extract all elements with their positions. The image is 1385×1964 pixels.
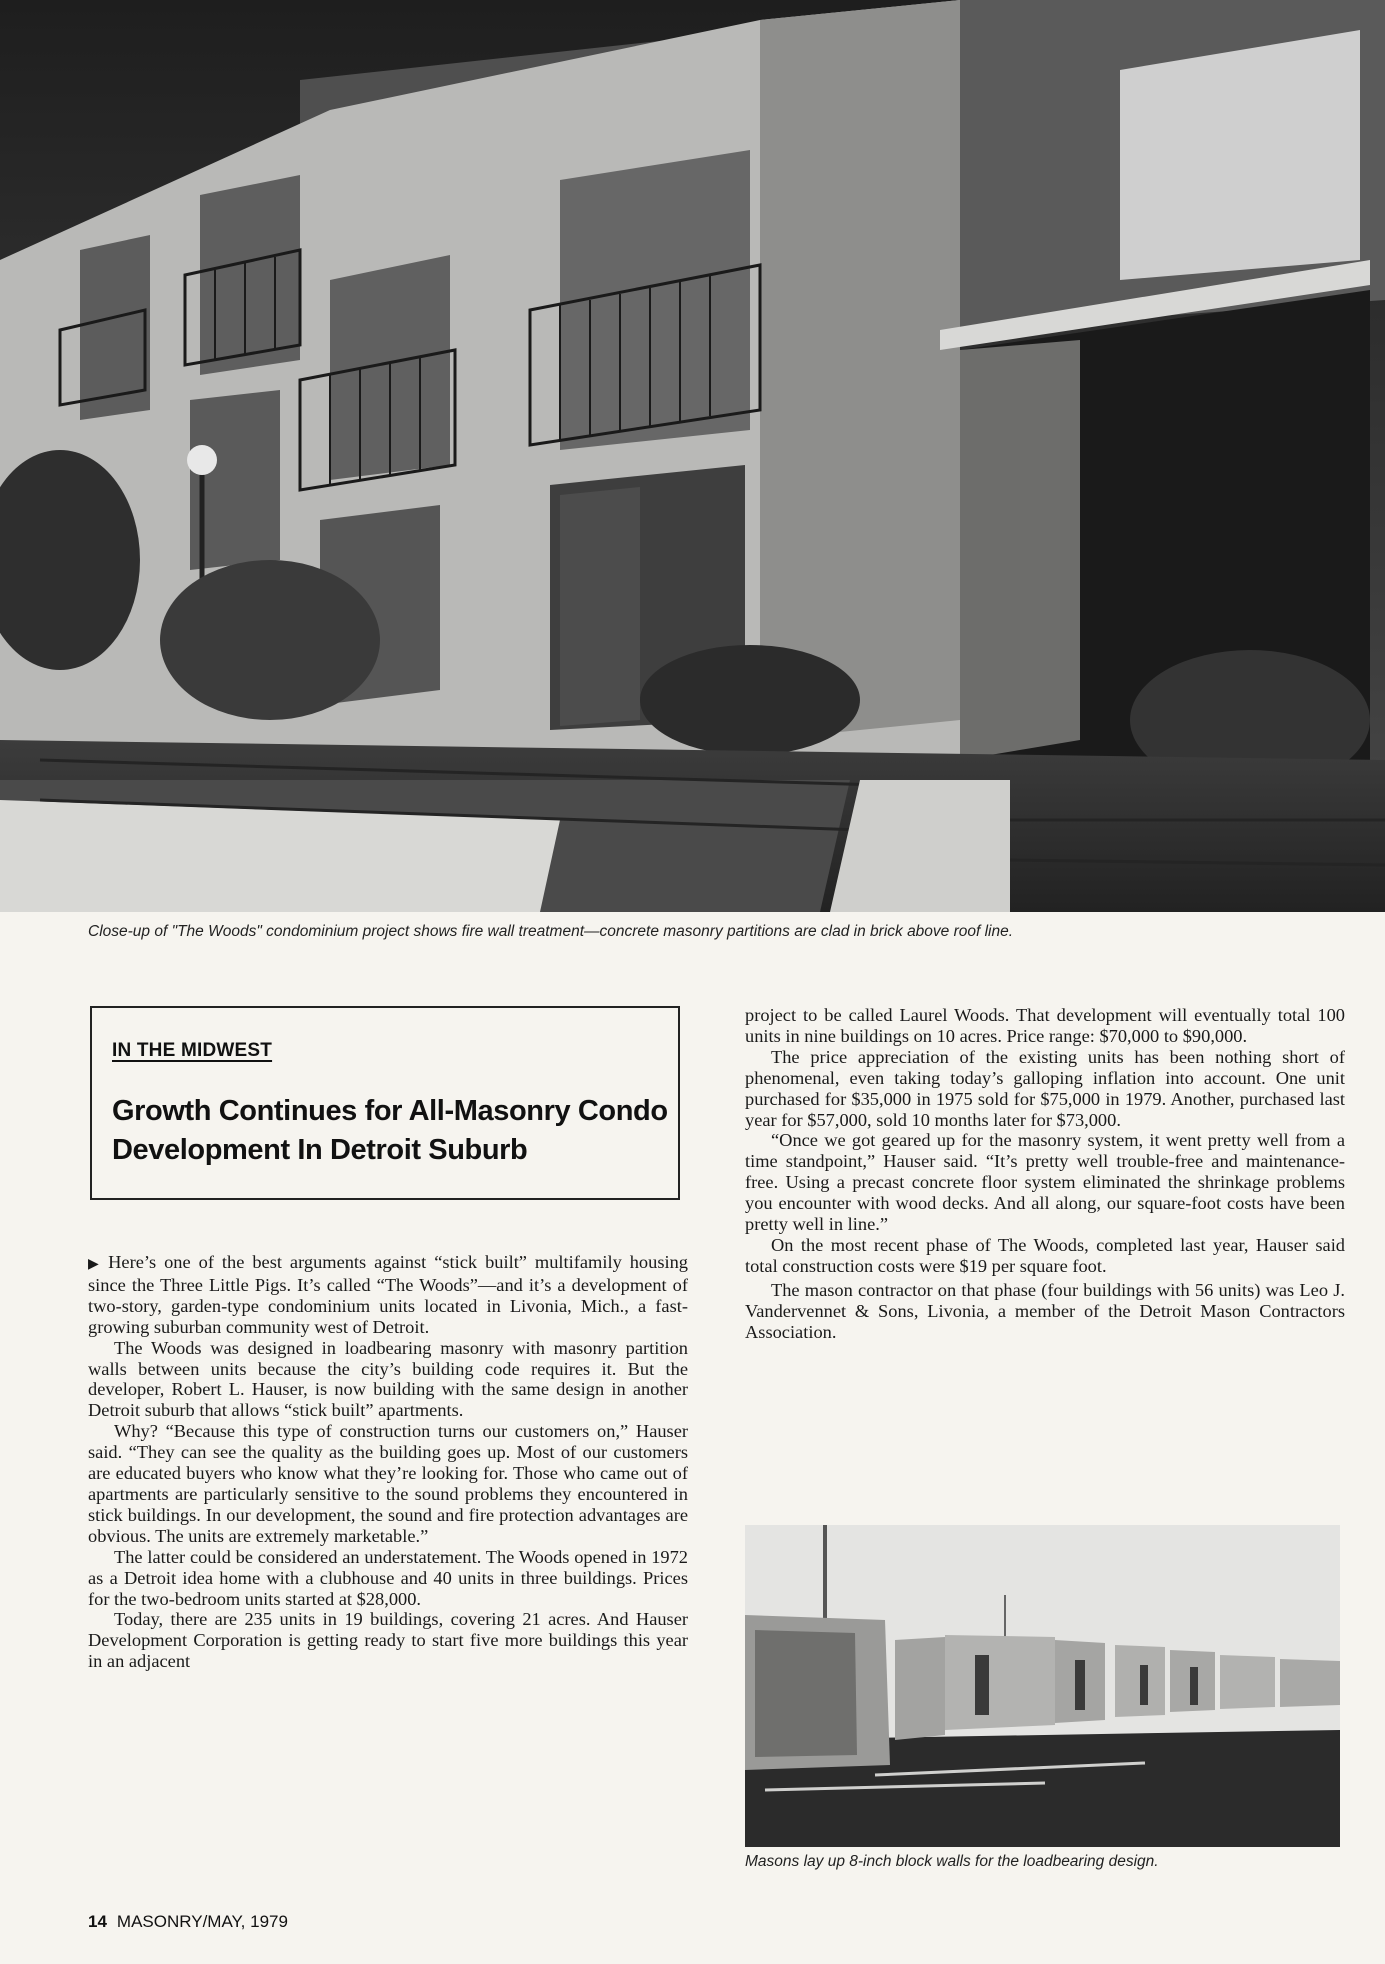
- paragraph: [88, 1252, 688, 1338]
- site-photo-caption: Masons lay up 8-inch block walls for the loadbearing design.: [745, 1853, 1159, 1870]
- paragraph: The mason contractor on that phase (four buildings with 56 units) was Leo J. Vandervennet & Sons, Livonia, a member of the Detroit Mason Contractors Association.: [745, 1279, 1345, 1342]
- paragraph: The price appreciation of the existing units has been nothing short of phenomenal, even taking today’s galloping inflation into account. One unit purchased for $35,000 in 1975 sold for $75,000 in 1979. Another, purchased last year for $57,000, sold 10 months later for $73,000.: [745, 1046, 1345, 1130]
- paragraph: The latter could be considered an understatement. The Woods opened in 1972 as a Detroit idea home with a clubhouse and 40 units in three buildings. Prices for the two-bedroom units started at $28,000.: [88, 1546, 688, 1609]
- condominium-photo: [0, 0, 1385, 912]
- paragraph: Today, there are 235 units in 19 buildings, covering 21 acres. And Hauser Development Corporation is getting ready to start five more buildings this year in an adjacent: [88, 1609, 688, 1672]
- paragraph: The Woods was designed in loadbearing masonry with masonry partition walls between units because the city’s building code requires it. But the developer, Robert L. Hauser, is now building with the same design in another Detroit suburb that allows “stick built” apartments.: [88, 1337, 688, 1421]
- paragraph-text: Here’s one of the best arguments against “stick built” multifamily housing since the Three Little Pigs. It’s called “The Woods”—and it’s a development of two-story, garden-type condominium units located in Livonia, Mich., a fast-growing suburban community west of Detroit.: [88, 1252, 688, 1337]
- publication-info: MASONRY/MAY, 1979: [116, 1912, 288, 1931]
- left-text-column: [88, 1252, 688, 1672]
- paragraph: “Once we got geared up for the masonry system, it went pretty well from a time standpoint,” Hauser said. “It’s pretty well trouble-free and maintenance-free. Using a precast concrete floor system eliminated the shrinkage problems you encounter with wood decks. And all along, our square-foot costs have been pretty well in line.”: [745, 1130, 1345, 1235]
- page-number: 14: [88, 1912, 107, 1931]
- paragraph: Why? “Because this type of construction turns our customers on,” Hauser said. “They can see the quality as the building goes up. Most of our customers are educated buyers who know what they’re looking for. Those who came out of apartments are particularly sensitive to the sound problems they encountered in stick buildings. In our development, the sound and fire protection advantages are obvious. The units are extremely marketable.”: [88, 1421, 688, 1546]
- right-text-column: [745, 1005, 1345, 1343]
- headline-box: [90, 1006, 680, 1200]
- paragraph: project to be called Laurel Woods. That development will eventually total 100 units in nine buildings on 10 acres. Price range: $70,000 to $90,000.: [745, 1005, 1345, 1046]
- construction-site-photo: [745, 1525, 1340, 1847]
- paragraph: On the most recent phase of The Woods, completed last year, Hauser said total construction costs were $19 per square foot.: [745, 1234, 1345, 1276]
- section-kicker: IN THE MIDWEST: [112, 1040, 273, 1061]
- bullet-triangle-icon: ▶: [88, 1256, 103, 1272]
- page-footer: [88, 1912, 288, 1932]
- article-headline: Growth Continues for All-Masonry Condo Development In Detroit Suburb: [112, 1095, 668, 1166]
- top-photo-caption: Close-up of "The Woods" condominium project shows fire wall treatment—concrete masonry partitions are clad in brick above roof line.: [88, 923, 1014, 940]
